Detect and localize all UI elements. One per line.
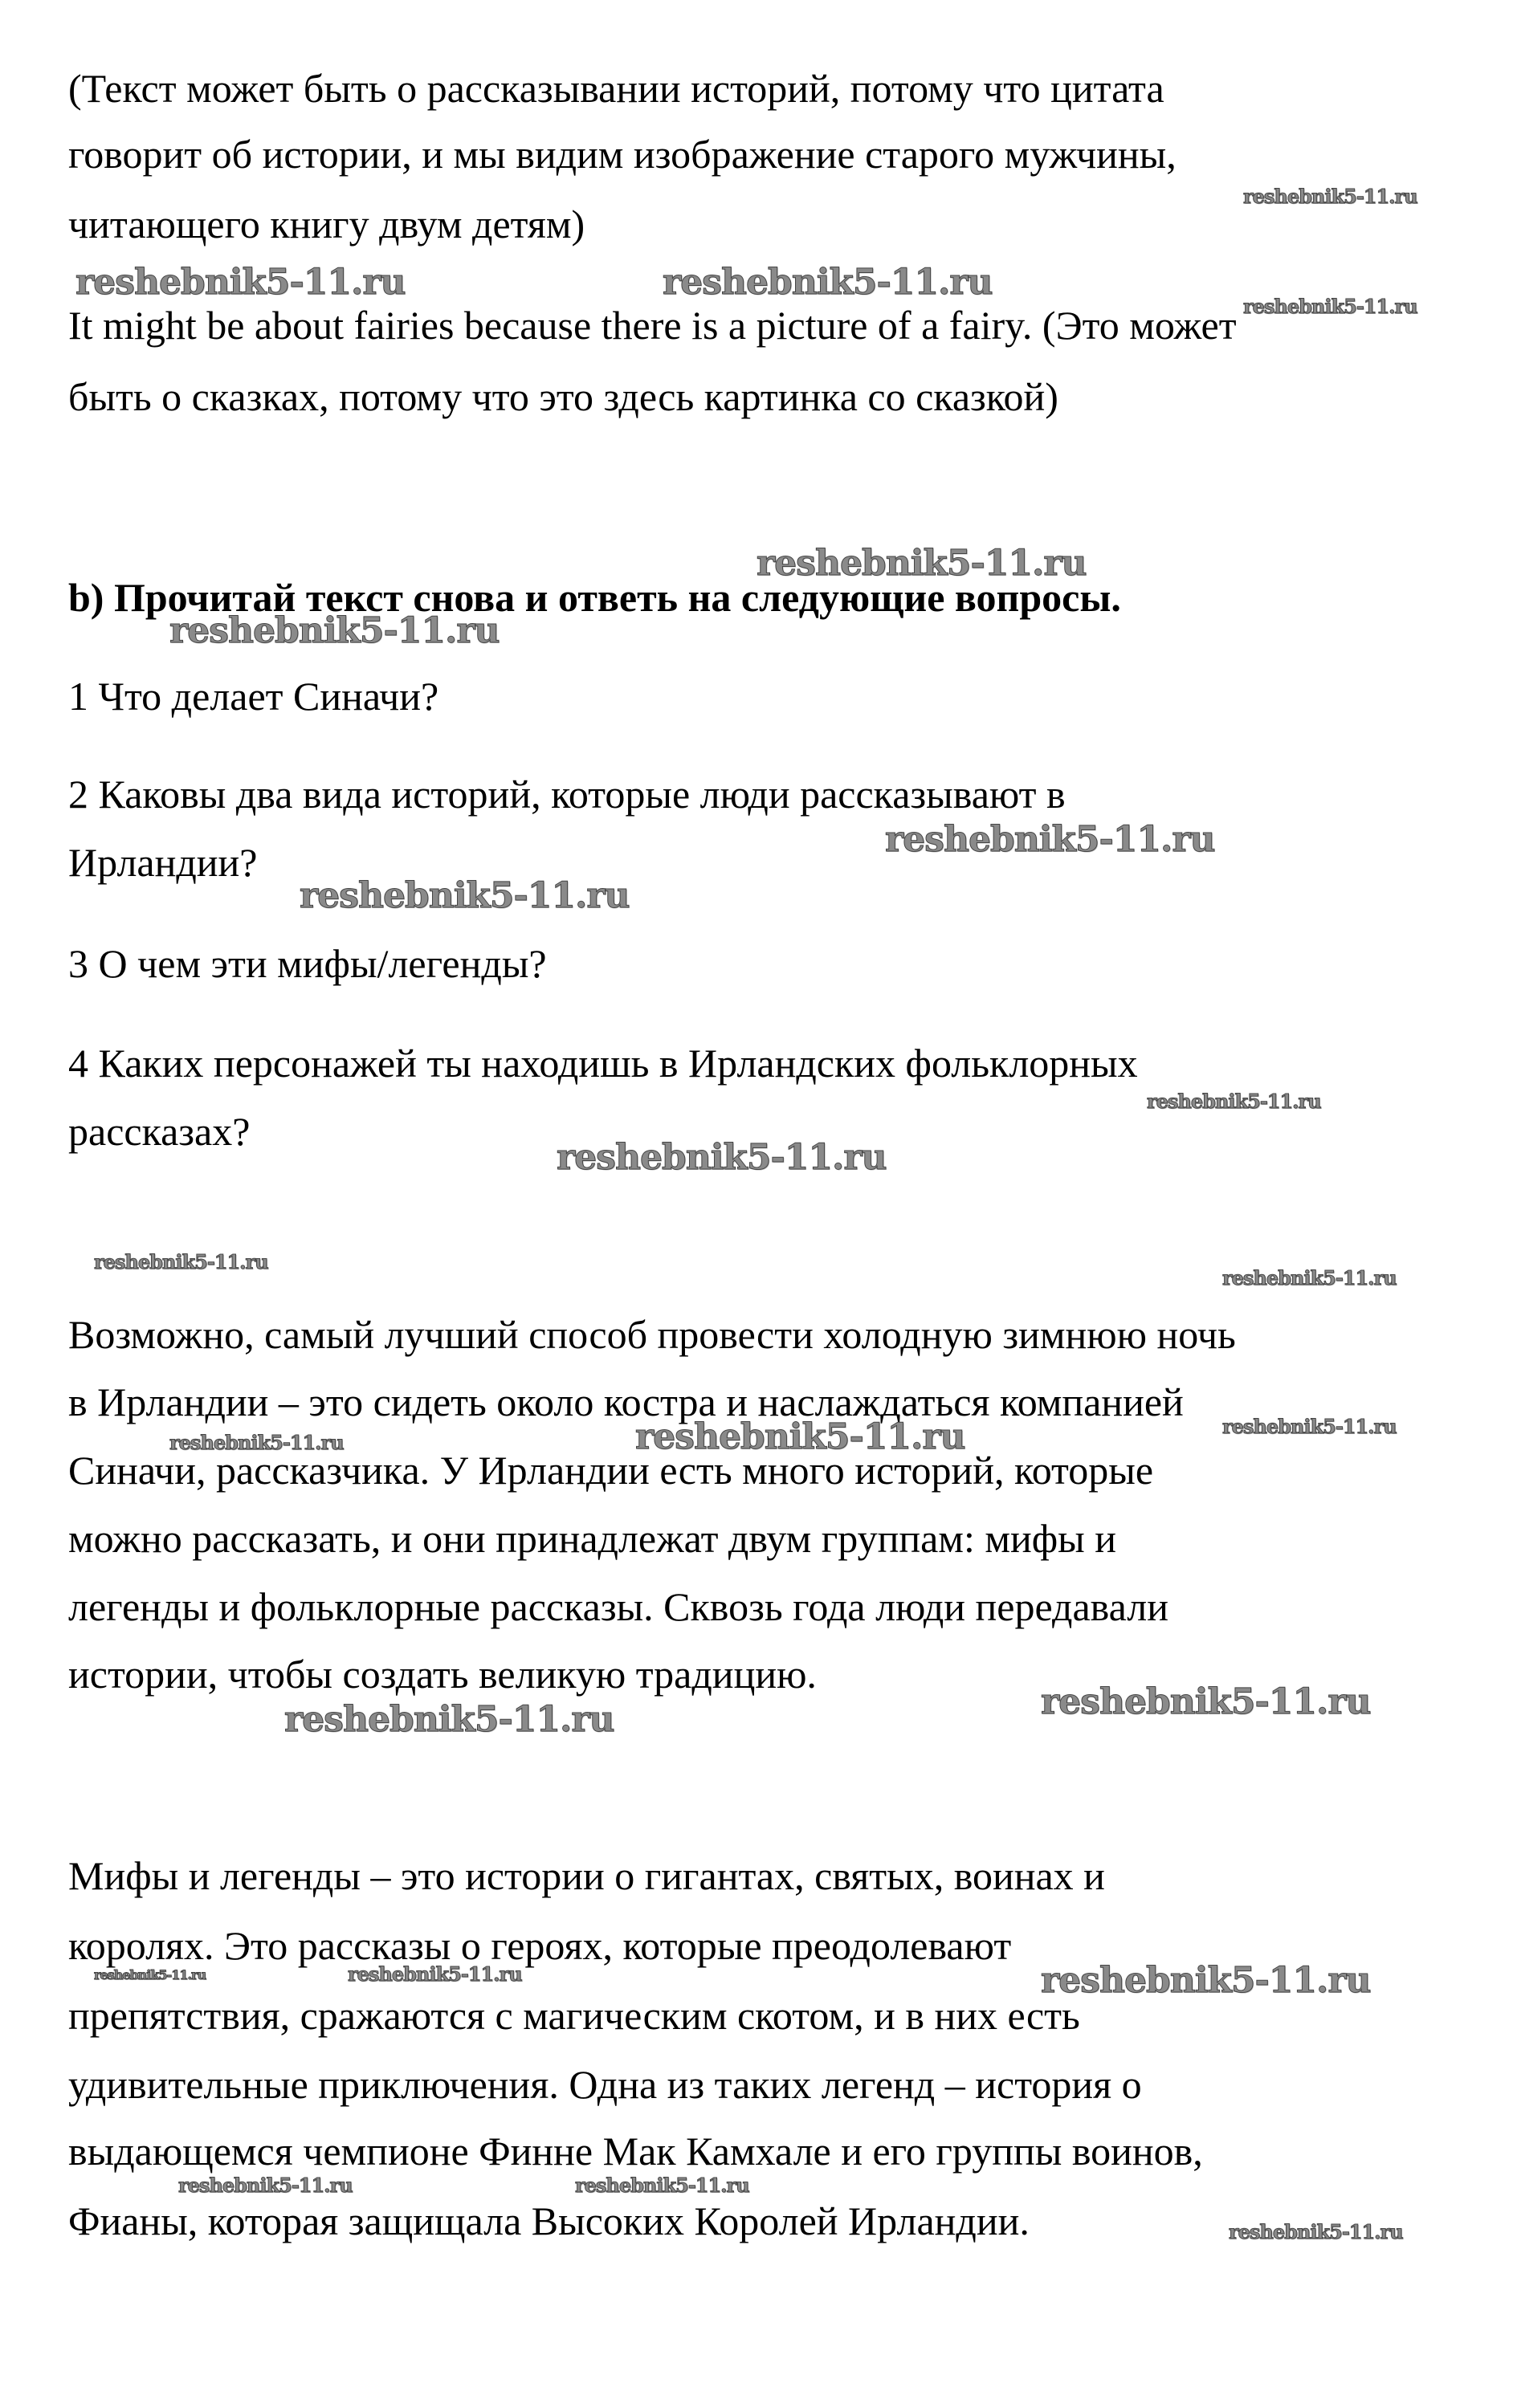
watermark: reshebnik5-11.ru xyxy=(575,2174,749,2197)
watermark: reshebnik5-11.ru xyxy=(348,1962,522,1986)
paragraph-line: Фианы, которая защищала Высоких Королей Ирландии. xyxy=(68,2198,1030,2243)
watermark: reshebnik5-11.ru xyxy=(1222,1415,1397,1438)
watermark: reshebnik5-11.ru xyxy=(663,262,993,303)
paragraph-line: Мифы и легенды – это истории о гигантах, святых, воинах и xyxy=(68,1853,1105,1898)
watermark: reshebnik5-11.ru xyxy=(1041,1960,1371,2001)
section-heading: b) Прочитай текст снова и ответь на следующие вопросы. xyxy=(68,575,1121,620)
question-line: рассказах? xyxy=(68,1109,251,1154)
watermark: reshebnik5-11.ru xyxy=(557,1137,887,1178)
question-line: 3 О чем эти мифы/легенды? xyxy=(68,941,547,986)
question-line: 2 Каковы два вида историй, которые люди рассказывают в xyxy=(68,772,1066,817)
paragraph-line: можно рассказать, и они принадлежат двум группам: мифы и xyxy=(68,1516,1116,1561)
question-line: 1 Что делает Синачи? xyxy=(68,674,439,719)
answer-text-line: быть о сказках, потому что это здесь картинка со сказкой) xyxy=(68,374,1058,419)
paragraph-line: в Ирландии – это сидеть около костра и наслаждаться компанией xyxy=(68,1379,1184,1424)
paragraph-line: истории, чтобы создать великую традицию. xyxy=(68,1652,817,1697)
watermark: reshebnik5-11.ru xyxy=(75,262,406,303)
watermark: reshebnik5-11.ru xyxy=(94,1250,268,1273)
watermark: reshebnik5-11.ru xyxy=(885,819,1215,860)
paragraph-line: препятствия, сражаются с магическим скотом, и в них есть xyxy=(68,1993,1080,2038)
paragraph-line: легенды и фольклорные рассказы. Сквозь года люди передавали xyxy=(68,1584,1168,1629)
watermark: reshebnik5-11.ru xyxy=(284,1699,614,1740)
watermark: reshebnik5-11.ru xyxy=(300,875,630,916)
paragraph-line: Синачи, рассказчика. У Ирландии есть много историй, которые xyxy=(68,1448,1154,1493)
question-line: Ирландии? xyxy=(68,840,258,885)
watermark: reshebnik5-11.ru xyxy=(635,1416,965,1457)
answer-text-line: говорит об истории, и мы видим изображение старого мужчины, xyxy=(68,132,1177,177)
answer-text-line: (Текст может быть о рассказывании историй, потому что цитата xyxy=(68,66,1164,111)
question-line: 4 Каких персонажей ты находишь в Ирландских фольклорных xyxy=(68,1041,1138,1086)
watermark: reshebnik5-11.ru xyxy=(1229,2220,1403,2243)
watermark: reshebnik5-11.ru xyxy=(94,1967,206,1982)
watermark: reshebnik5-11.ru xyxy=(756,543,1087,584)
paragraph-line: Возможно, самый лучший способ провести холодную зимнюю ночь xyxy=(68,1312,1236,1357)
paragraph-line: удивительные приключения. Одна из таких легенд – история о xyxy=(68,2062,1142,2107)
watermark: reshebnik5-11.ru xyxy=(1041,1681,1371,1722)
paragraph-line: выдающемся чемпионе Финне Мак Камхале и его группы воинов, xyxy=(68,2129,1203,2174)
paragraph-line: королях. Это рассказы о героях, которые преодолевают xyxy=(68,1923,1012,1968)
watermark: reshebnik5-11.ru xyxy=(169,1431,344,1454)
watermark: reshebnik5-11.ru xyxy=(169,610,500,651)
watermark: reshebnik5-11.ru xyxy=(1243,295,1417,318)
watermark: reshebnik5-11.ru xyxy=(1147,1090,1321,1113)
watermark: reshebnik5-11.ru xyxy=(1243,185,1417,208)
watermark: reshebnik5-11.ru xyxy=(178,2174,353,2197)
answer-text-line: It might be about fairies because there is a picture of a fairy. (Это может xyxy=(68,303,1237,348)
answer-text-line: читающего книгу двум детям) xyxy=(68,202,585,247)
watermark: reshebnik5-11.ru xyxy=(1222,1266,1397,1290)
